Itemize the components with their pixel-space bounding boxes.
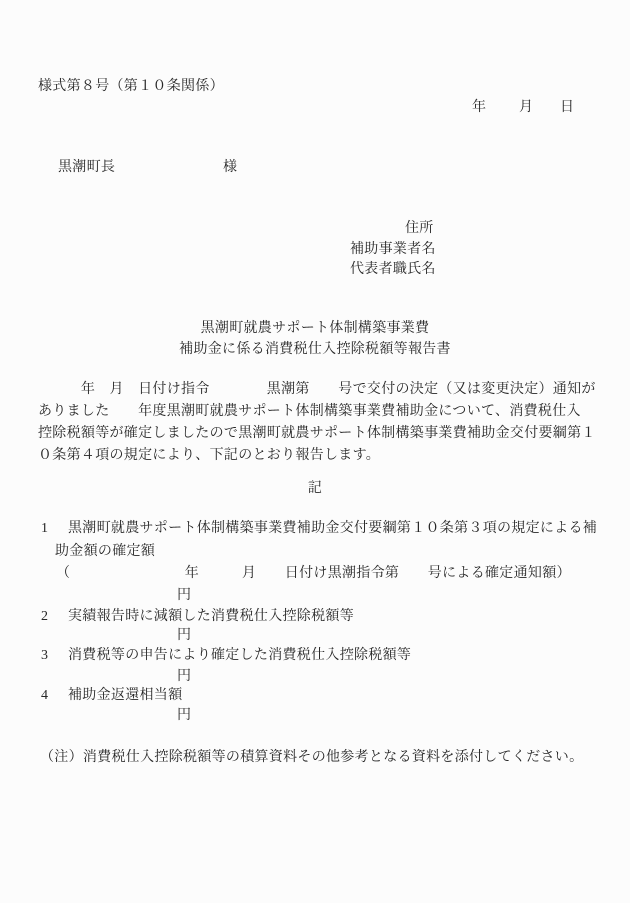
item-2-unit-yen: 円 xyxy=(177,628,192,643)
item-4-number: 4 xyxy=(41,688,49,703)
item-3-unit-yen: 円 xyxy=(177,669,192,684)
representative-label: 代表者職氏名 xyxy=(350,262,436,277)
item-3-number: 3 xyxy=(41,648,49,663)
item-4-unit-yen: 円 xyxy=(177,708,192,723)
document-title-line-1: 黒潮町就農サポート体制構築事業費 xyxy=(200,321,430,336)
address-label: 住所 xyxy=(405,221,434,236)
body-line-4: ０条第４項の規定により、下記のとおり報告します。 xyxy=(38,448,381,463)
date-year-label: 年 xyxy=(472,100,487,115)
item-1-number: 1 xyxy=(41,521,49,536)
item-2-number: 2 xyxy=(41,609,49,624)
ki-heading: 記 xyxy=(307,481,323,496)
note-line: （注）消費税仕入控除税額等の積算資料その他参考となる資料を添付してください。 xyxy=(40,750,584,765)
body-line-2: ありました 年度黒潮町就農サポート体制構築事業費補助金について、消費税仕入 xyxy=(38,404,581,419)
item-2-text: 実績報告時に減額した消費税仕入控除税額等 xyxy=(68,609,354,624)
body-line-1: 年 月 日付け指令 黒潮第 号で交付の決定（又は変更決定）通知が xyxy=(38,382,596,397)
date-month-label: 月 xyxy=(519,100,534,115)
item-3-text: 消費税等の申告により確定した消費税仕入控除税額等 xyxy=(68,648,412,663)
business-name-label: 補助事業者名 xyxy=(350,242,436,257)
item-1-text-line-1: 黒潮町就農サポート体制構築事業費補助金交付要綱第１０条第３項の規定による補 xyxy=(68,521,598,536)
addressee-honorific: 様 xyxy=(223,160,238,175)
document-title-line-2: 補助金に係る消費税仕入控除税額等報告書 xyxy=(179,342,451,357)
item-1-paren-line: （ 年 月 日付け黒潮指令第 号による確定通知額） xyxy=(56,566,571,581)
body-line-3: 控除税額等が確定しましたので黒潮町就農サポート体制構築事業費補助金交付要綱第１ xyxy=(38,426,596,441)
date-day-label: 日 xyxy=(560,100,575,115)
item-1-text-line-2: 助金額の確定額 xyxy=(55,544,156,559)
addressee-title: 黒潮町長 xyxy=(58,160,116,175)
form-number: 様式第８号（第１０条関係） xyxy=(38,79,224,94)
item-1-unit-yen: 円 xyxy=(177,588,192,603)
item-4-text: 補助金返還相当額 xyxy=(68,688,183,703)
